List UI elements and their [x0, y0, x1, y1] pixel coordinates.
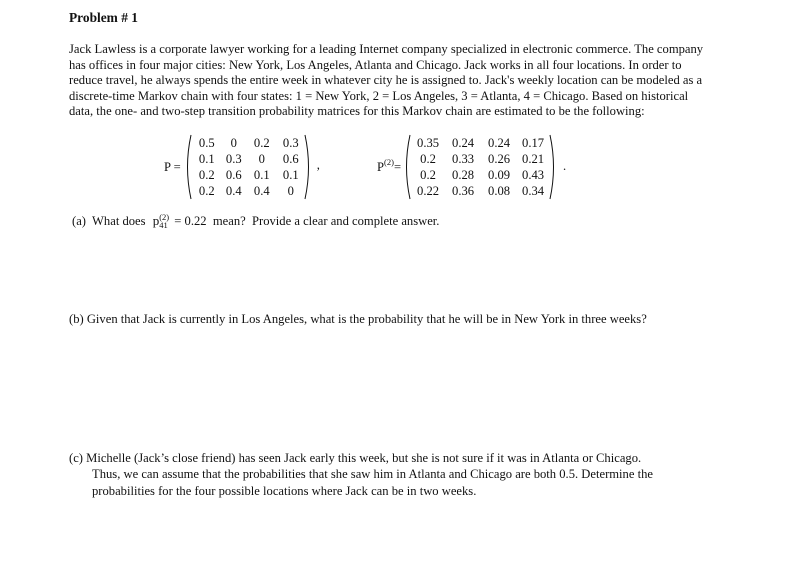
- probability-variable-sup: (2): [159, 212, 170, 222]
- matrix-cell: 0.43: [522, 168, 545, 182]
- matrix-cell: 0: [287, 184, 294, 199]
- matrix-cell: 0.2: [253, 135, 270, 150]
- intro-line: reduce travel, he always spends the entire week in whatever city he is assigned to. Jack's weekly location can be modeled as a: [69, 73, 703, 88]
- question-c: [69, 450, 653, 499]
- matrix-p: [164, 134, 320, 200]
- intro-line: discrete-time Markov chain with four states: 1 = New York, 2 = Los Angeles, 3 = Atlanta, 4 = Chicago. Based on historical: [69, 88, 689, 103]
- question-a-suffix: = 0.22 mean? Provide a clear and complete answer.: [171, 213, 440, 228]
- probability-variable: [153, 213, 169, 229]
- matrix-cell: 0.3: [282, 135, 299, 150]
- matrix-cell: 0.6: [225, 168, 242, 182]
- matrix-cell: 0.1: [198, 151, 215, 166]
- matrix-cell: 0.09: [488, 168, 511, 182]
- problem-title: Problem # 1: [69, 10, 138, 25]
- matrix-p2-label-base: P: [377, 160, 385, 175]
- matrix-cell: 0.24: [452, 135, 475, 150]
- matrix-cell: 0.34: [522, 184, 545, 199]
- question-c-line: Thus, we can assume that the probabilities that she saw him in Atlanta and Chicago are both 0.5. Determine the: [92, 467, 653, 482]
- intro-line: Jack Lawless is a corporate lawyer working for a leading Internet company specialized in electronic commerce. The company: [69, 42, 704, 56]
- matrix-cell: 0.3: [225, 151, 242, 166]
- matrix-cell: 0.17: [522, 135, 545, 150]
- matrix-cell: 0: [258, 151, 265, 166]
- matrix-cell: 0.22: [417, 184, 440, 199]
- left-paren-icon: [183, 134, 192, 200]
- matrix-p2: [377, 134, 566, 200]
- matrix-cell: 0.08: [488, 184, 511, 199]
- intro-paragraph: [69, 42, 739, 120]
- matrix-cell: 0: [230, 135, 237, 150]
- matrix-cell: 0.2: [198, 184, 215, 199]
- matrix-p-trailing: ,: [316, 157, 320, 172]
- matrix-p2-label-eq: =: [393, 160, 402, 175]
- question-a-prefix: (a) What does: [72, 213, 149, 228]
- matrix-p2-grid: [411, 135, 549, 200]
- matrix-cell: 0.2: [420, 168, 436, 182]
- question-c-line: (c) Michelle (Jack’s close friend) has seen Jack early this week, but she is not sure if it was in Atlanta or Chicago.: [69, 451, 642, 465]
- question-b: (b) Given that Jack is currently in Los Angeles, what is the probability that he will be in New York in three weeks?: [69, 312, 647, 326]
- probability-variable-indices: [159, 213, 169, 229]
- matrix-cell: 0.4: [253, 184, 270, 199]
- probability-variable-base: p: [152, 213, 160, 228]
- matrix-p2-label: [377, 158, 401, 175]
- intro-line: data, the one- and two-step transition probability matrices for this Markov chain are estimated to be the following:: [69, 104, 645, 119]
- matrix-cell: 0.24: [488, 135, 511, 150]
- matrix-cell: 0.36: [452, 184, 475, 199]
- matrix-cell: 0.28: [452, 168, 475, 182]
- question-a: [72, 213, 439, 229]
- matrix-cell: 0.5: [198, 135, 215, 150]
- matrix-cell: 0.2: [198, 168, 215, 182]
- matrix-p2-trailing: .: [563, 158, 567, 173]
- matrix-cell: 0.4: [225, 184, 242, 199]
- matrix-cell: 0.1: [282, 168, 299, 182]
- matrix-p-grid: [192, 135, 304, 200]
- right-paren-icon: [304, 134, 313, 200]
- matrix-cell: 0.2: [420, 151, 436, 166]
- right-paren-icon: [549, 134, 558, 200]
- matrix-cell: 0.33: [452, 151, 475, 166]
- intro-line: has offices in four major cities: New York, Los Angeles, Atlanta and Chicago. Jack works in all four locations. In order to: [69, 57, 682, 72]
- matrix-cell: 0.21: [522, 151, 545, 166]
- matrix-cell: 0.26: [488, 151, 511, 166]
- probability-variable-sub: 41: [159, 220, 168, 230]
- matrix-cell: 0.1: [253, 168, 270, 182]
- matrix-p-label: P =: [164, 159, 181, 174]
- question-c-line: probabilities for the four possible locations where Jack can be in two weeks.: [92, 483, 477, 498]
- matrix-cell: 0.35: [417, 135, 440, 150]
- matrix-p2-label-sup: (2): [384, 157, 394, 168]
- matrix-cell: 0.6: [282, 151, 299, 166]
- left-paren-icon: [402, 134, 411, 200]
